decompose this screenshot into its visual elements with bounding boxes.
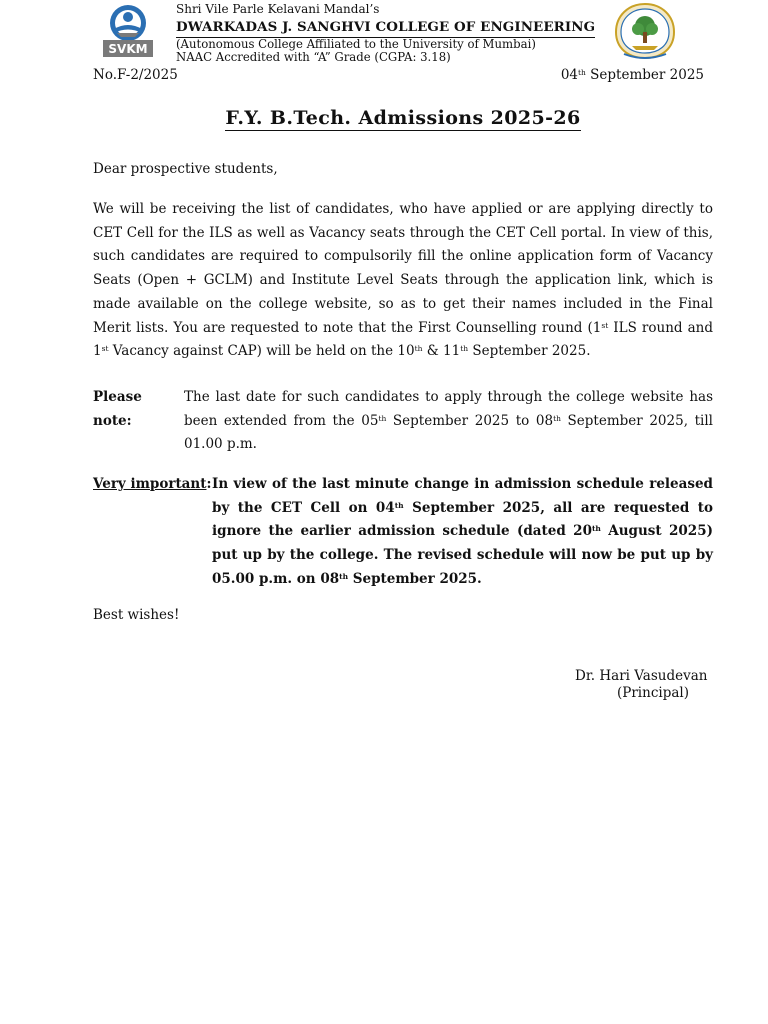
signatory-name: Dr. Hari Vasudevan	[575, 668, 708, 684]
college-crest-logo	[610, 2, 680, 60]
very-important-label: Very important:	[93, 476, 212, 492]
very-important-block	[93, 473, 713, 592]
accreditation-text: NAAC Accredited with “A” Grade (CGPA: 3.18)	[176, 50, 451, 64]
closing-line: Best wishes!	[93, 607, 180, 623]
please-note-label: Please note:	[93, 389, 142, 429]
salutation: Dear prospective students,	[93, 161, 278, 177]
please-note-block	[93, 386, 713, 457]
college-name: DWARKADAS J. SANGHVI COLLEGE OF ENGINEERING	[176, 19, 595, 38]
very-important-text: In view of the last minute change in admission schedule released by the CET Cell on 04th September 2025, all are requested to ignore the earlier admission schedule (dated 20th August 2025) put up by the college. The revised schedule will now be put up by 05.00 p.m. on 08th September 2025.	[212, 476, 713, 587]
reference-number: No.F-2/2025	[93, 67, 178, 83]
svkm-logo-text: SVKM	[108, 42, 148, 56]
affiliation-text: (Autonomous College Affiliated to the University of Mumbai)	[176, 37, 536, 51]
trust-name: Shri Vile Parle Kelavani Mandal’s	[176, 2, 380, 16]
signatory-role: (Principal)	[617, 685, 689, 701]
main-paragraph: We will be receiving the list of candidates, who have applied or are applying directly to CET Cell for the ILS as well as Vacancy seats through the CET Cell portal. In view of this, such candidates are required to compulsorily fill the online application form of Vacancy Seats (Open + GCLM) and Institute Level Seats through the application link, which is made available on the college website, so as to get their names included in the Final Merit lists. You are requested to note that the First Counselling round (1st ILS round and 1st Vacancy against CAP) will be held on the 10th & 11th September 2025.	[93, 201, 713, 360]
svkm-logo	[95, 3, 161, 59]
letterhead	[176, 2, 606, 64]
please-note-text: The last date for such candidates to apply through the college website has been extended from the 05th September 2025 to 08th September 2025, till 01.00 p.m.	[184, 389, 713, 453]
letter-date: 04th September 2025	[560, 67, 704, 83]
notice-title: F.Y. B.Tech. Admissions 2025-26	[225, 107, 581, 129]
signature-block	[560, 668, 720, 702]
